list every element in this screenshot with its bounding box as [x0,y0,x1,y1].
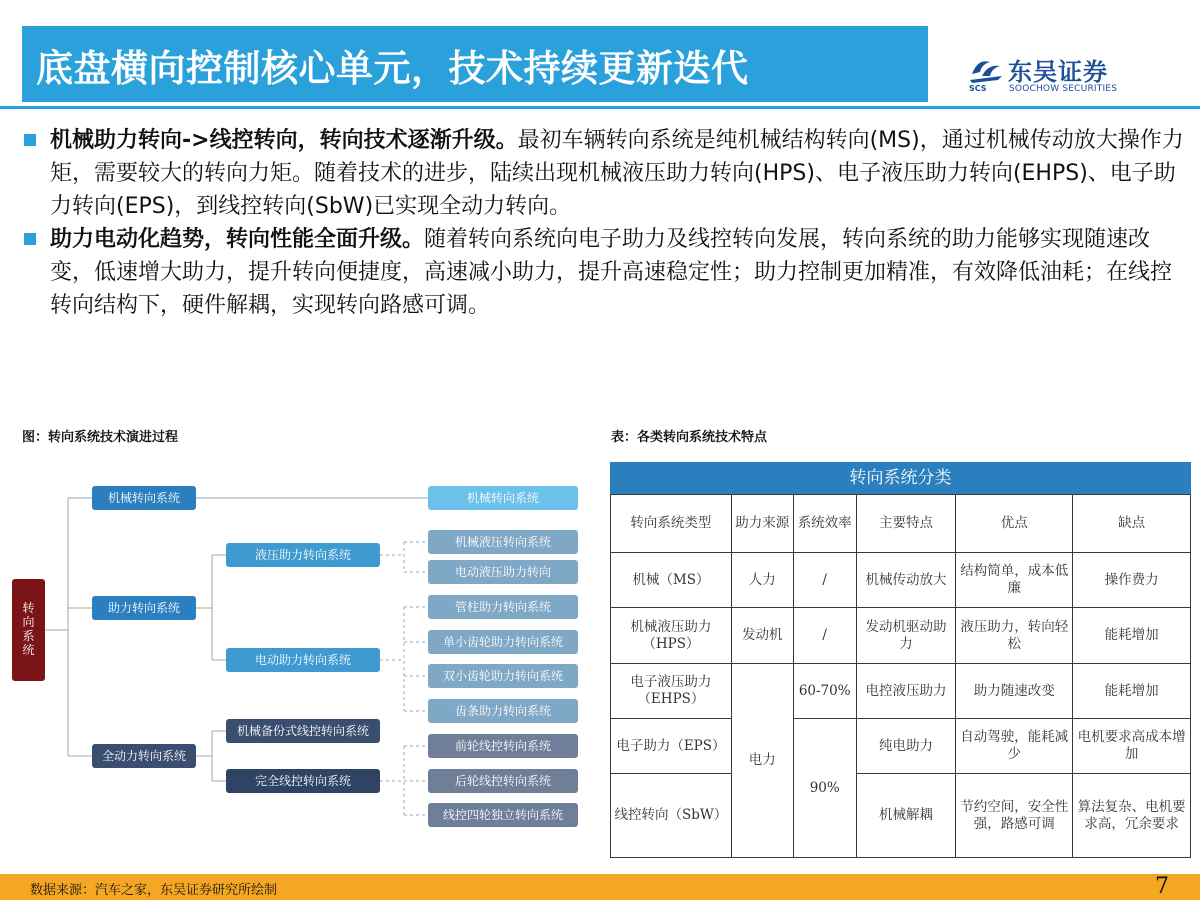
bullet-square-icon [24,233,36,245]
data-source: 数据来源：汽车之家，东吴证券研究所绘制 [30,883,278,898]
cell-source: 发动机 [731,608,793,664]
table-row [611,608,1191,664]
table-header-row [611,495,1191,553]
node-hydraulic-assist: 液压助力转向系统 [226,543,380,567]
leaf-rear-wire: 后轮线控转向系统 [428,769,578,793]
company-logo [968,54,1158,96]
node-full-power-steering: 全动力转向系统 [92,744,196,768]
bullet-item [22,223,1187,322]
cell-pros: 结构简单，成本低廉 [956,553,1073,608]
cell-type: 电子助力（EPS） [611,719,732,774]
cell-type: 机械（MS） [611,553,732,608]
table-row [611,719,1191,774]
cell-efficiency: 60-70% [793,664,856,719]
title-bar [22,26,928,102]
leaf-front-wire: 前轮线控转向系统 [428,734,578,758]
cell-cons: 操作费力 [1073,553,1191,608]
cell-feature: 发动机驱动助力 [856,608,956,664]
cell-type: 机械液压助力（HPS） [611,608,732,664]
leaf-column-assist: 管柱助力转向系统 [428,595,578,619]
diagram-root [12,579,45,681]
bullet-heading: 助力电动化趋势，转向性能全面升级。 [50,227,425,252]
cell-cons: 算法复杂、电机要求高，冗余要求 [1073,774,1191,858]
leaf-mech-hydraulic: 机械液压转向系统 [428,530,578,554]
leaf-rack-assist: 齿条助力转向系统 [428,699,578,723]
col-header: 主要特点 [856,495,956,553]
footer-bar [0,874,1200,900]
table-title: 转向系统分类 [610,462,1191,494]
page-title: 底盘横向控制核心单元，技术持续更新迭代 [36,47,749,90]
logo-name-cn: 东吴证券 [1008,58,1108,86]
cell-feature: 机械解耦 [856,774,956,858]
bullet-heading: 机械助力转向->线控转向，转向技术逐渐升级。 [50,128,518,153]
root-char: 转 [22,601,35,615]
evolution-diagram [0,460,600,840]
cell-type: 电子液压助力（EHPS） [611,664,732,719]
table-row [611,553,1191,608]
cell-efficiency: / [793,553,856,608]
leaf-four-wheel-wire: 线控四轮独立转向系统 [428,803,578,827]
leaf-mechanical: 机械转向系统 [428,486,578,510]
cell-feature: 纯电助力 [856,719,956,774]
cell-source: 电力 [731,664,793,858]
cell-pros: 节约空间，安全性强，路感可调 [956,774,1073,858]
header-rule [0,106,1200,109]
root-char: 向 [22,615,35,629]
logo-abbr: SCS [969,84,987,93]
steering-table [610,462,1191,849]
bullet-list [22,124,1187,322]
node-electric-assist: 电动助力转向系统 [226,648,380,672]
cell-cons: 能耗增加 [1073,608,1191,664]
logo-name-en: SOOCHOW SECURITIES [1009,84,1118,94]
leaf-dual-pinion: 双小齿轮助力转向系统 [428,664,578,688]
bullet-text: 随着转向系统向电子助力及线控转向发展，转向系统的助力能够实现随速改变，低速增大助力，提升转向便捷度，高速减小助力，提升高速稳定性；助力控制更加精准，有效降低油耗；在线控转向结构下，硬件解耦，实现转向路感可调。 [50,227,1173,318]
root-char: 系 [22,629,35,643]
bullet-text: 最初车辆转向系统是纯机械结构转向(MS)，通过机械传动放大操作力矩，需要较大的转向力矩。随着技术的进步，陆续出现机械液压助力转向(HPS)、电子液压助力转向(EHPS)、电子助力转向(EPS)，到线控转向(SbW)已实现全动力转向。 [50,128,1184,219]
bullet-square-icon [24,134,36,146]
cell-pros: 液压助力，转向轻松 [956,608,1073,664]
node-mechanical-steering: 机械转向系统 [92,486,196,510]
leaf-single-pinion: 单小齿轮助力转向系统 [428,630,578,654]
page-number: 7 [1155,874,1169,899]
table-caption: 表：各类转向系统技术特点 [611,430,768,445]
node-assisted-steering: 助力转向系统 [92,596,196,620]
col-header: 优点 [956,495,1073,553]
cell-cons: 能耗增加 [1073,664,1191,719]
node-mech-backup-wire: 机械备份式线控转向系统 [226,719,380,743]
table-row [611,664,1191,719]
cell-feature: 机械传动放大 [856,553,956,608]
cell-pros: 助力随速改变 [956,664,1073,719]
col-header: 转向系统类型 [611,495,732,553]
steering-table-grid [610,494,1191,858]
cell-type: 线控转向（SbW） [611,774,732,858]
cell-source: 人力 [731,553,793,608]
root-char: 统 [22,643,35,657]
cell-cons: 电机要求高成本增加 [1073,719,1191,774]
cell-efficiency: 90% [793,719,856,858]
col-header: 系统效率 [793,495,856,553]
leaf-elec-hydraulic: 电动液压助力转向 [428,560,578,584]
col-header: 缺点 [1073,495,1191,553]
col-header: 助力来源 [731,495,793,553]
bullet-item [22,124,1187,223]
cell-pros: 自动驾驶，能耗减少 [956,719,1073,774]
table-row [611,774,1191,858]
cell-feature: 电控液压助力 [856,664,956,719]
node-full-wire: 完全线控转向系统 [226,769,380,793]
cell-efficiency: / [793,608,856,664]
figure-caption: 图：转向系统技术演进过程 [22,430,179,445]
